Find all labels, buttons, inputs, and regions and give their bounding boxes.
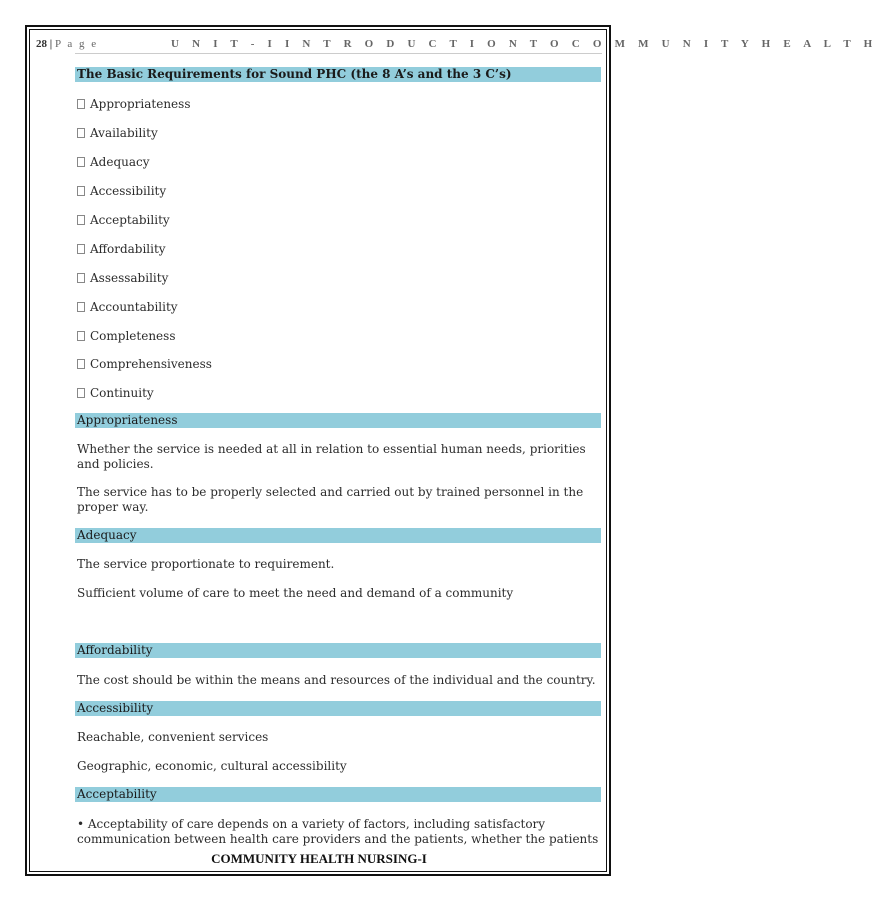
checkbox-glyph-icon (77, 99, 85, 109)
checkbox-glyph-icon (77, 157, 85, 167)
checkbox-glyph-icon (77, 331, 85, 341)
checkbox-glyph-icon (77, 273, 85, 283)
requirement-item (77, 300, 178, 315)
section-heading-affordability: Affordability (75, 643, 601, 658)
header-divider (75, 53, 602, 54)
checkbox-glyph-icon (77, 388, 85, 398)
adequacy-paragraph-2: Sufficient volume of care to meet the need and demand of a community (77, 586, 514, 600)
checkbox-glyph-icon (77, 302, 85, 312)
requirement-item (77, 126, 158, 141)
requirement-label: Accountability (90, 300, 178, 314)
requirement-label: Comprehensiveness (90, 357, 212, 371)
requirement-label: Assessability (90, 271, 169, 285)
requirement-item (77, 357, 212, 372)
checkbox-glyph-icon (77, 359, 85, 369)
appropriateness-paragraph-2: The service has to be properly selected and carried out by trained personnel in the proper way. (77, 485, 584, 514)
requirement-item (77, 184, 166, 199)
requirement-label: Appropriateness (90, 97, 191, 111)
page-separator: | (49, 38, 53, 50)
requirement-label: Completeness (90, 329, 176, 343)
checkbox-glyph-icon (77, 186, 85, 196)
section-heading-appropriateness: Appropriateness (75, 413, 601, 428)
page-number: 28 (36, 38, 47, 50)
affordability-paragraph-1: The cost should be within the means and resources of the individual and the country. (77, 673, 596, 687)
checkbox-glyph-icon (77, 215, 85, 225)
requirement-item (77, 155, 150, 170)
requirement-label: Acceptability (90, 213, 170, 227)
requirement-item (77, 271, 168, 286)
page-header (36, 35, 877, 53)
requirement-item (77, 242, 166, 257)
section-heading-adequacy: Adequacy (75, 528, 601, 543)
checkbox-glyph-icon (77, 128, 85, 138)
requirement-item (77, 213, 170, 228)
unit-title: U N I T - I I N T R O D U C T I O N T O C O M M U N I T Y H E A L T H (171, 38, 877, 50)
section-heading-acceptability: Acceptability (75, 787, 601, 802)
requirement-label: Affordability (90, 242, 166, 256)
requirement-label: Accessibility (90, 184, 167, 198)
page-number-label (36, 38, 98, 50)
page-word: P a g e (54, 38, 99, 50)
checkbox-glyph-icon (77, 244, 85, 254)
requirement-label: Adequacy (90, 155, 150, 169)
accessibility-paragraph-2: Geographic, economic, cultural accessibility (77, 759, 347, 773)
adequacy-paragraph-1: The service proportionate to requirement. (77, 557, 335, 571)
requirement-item (77, 97, 190, 112)
acceptability-paragraph-1: • Acceptability of care depends on a variety of factors, including satisfactory communication between health care providers and the patients, whether the patients (77, 817, 599, 846)
requirements-heading: The Basic Requirements for Sound PHC (the 8 A’s and the 3 C’s) (75, 67, 601, 82)
requirement-item (77, 329, 175, 344)
requirement-label: Continuity (90, 386, 154, 400)
page-footer: COMMUNITY HEALTH NURSING-I (211, 851, 427, 866)
appropriateness-paragraph-1: Whether the service is needed at all in relation to essential human needs, priorities and policies. (77, 442, 586, 471)
requirement-item (77, 386, 154, 401)
accessibility-paragraph-1: Reachable, convenient services (77, 730, 269, 744)
section-heading-accessibility: Accessibility (75, 701, 601, 716)
requirement-label: Availability (90, 126, 158, 140)
